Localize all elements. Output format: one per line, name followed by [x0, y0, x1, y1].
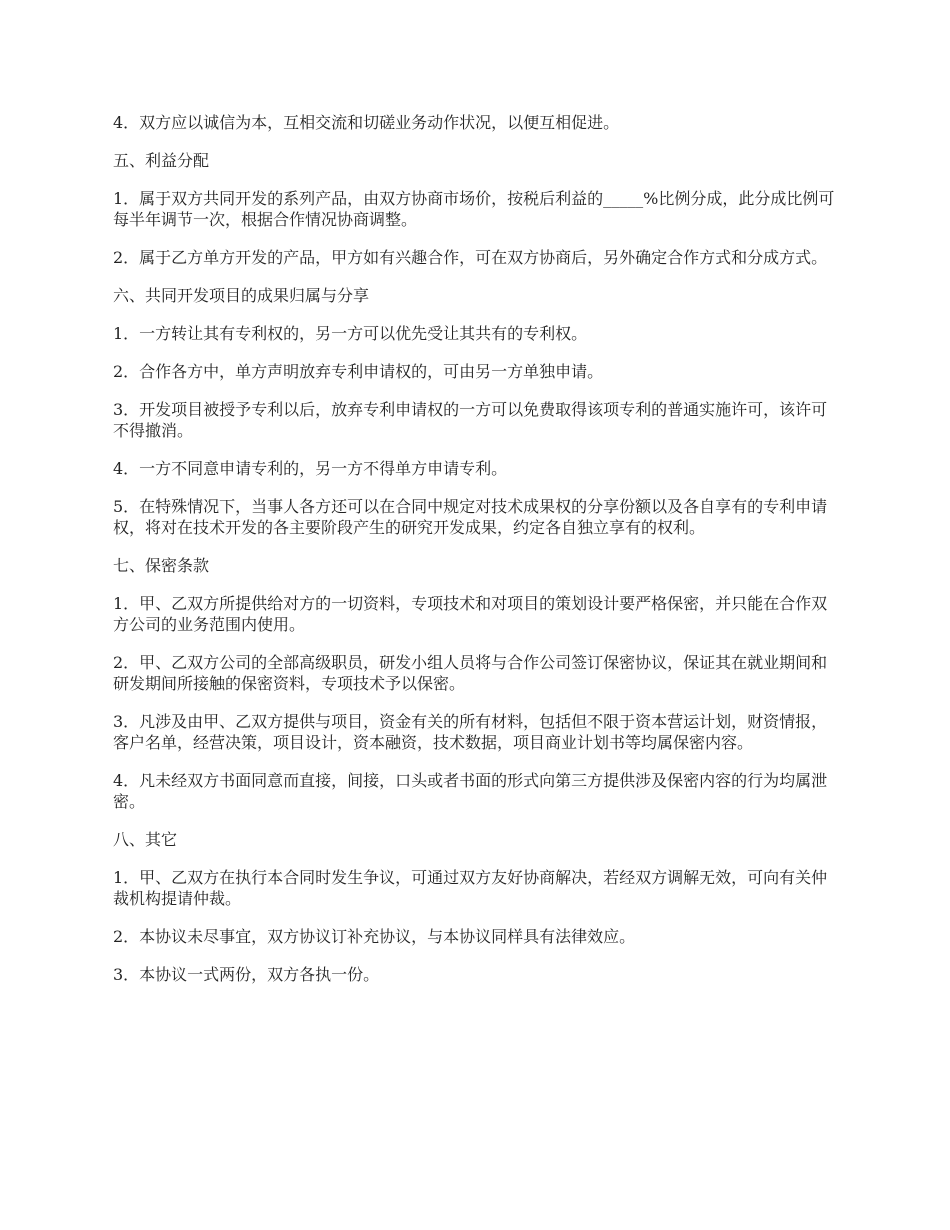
clause-7-4: 4．凡未经双方书面同意而直接，间接，口头或者书面的形式向第三方提供涉及保密内容的行为均属泄密。 [113, 771, 828, 811]
clause-5-1: 1．属于双方共同开发的系列产品，由双方协商市场价，按税后利益的_____%比例分成，此分成比例可每半年调节一次，根据合作情况协商调整。 [113, 189, 835, 229]
section-6-heading: 六、共同开发项目的成果归属与分享 [113, 286, 370, 305]
clause-7-2: 2．甲、乙双方公司的全部高级职员，研发小组人员将与合作公司签订保密协议，保证其在就业期间和研发期间所接触的保密资料，专项技术予以保密。 [113, 653, 828, 693]
clause-6-3: 3．开发项目被授予专利以后，放弃专利申请权的一方可以免费取得该项专利的普通实施许可，该许可不得撤消。 [113, 400, 828, 440]
clause-5-2: 2．属于乙方单方开发的产品，甲方如有兴趣合作，可在双方协商后，另外确定合作方式和分成方式。 [113, 248, 828, 267]
clause-8-3: 3．本协议一式两份，双方各执一份。 [113, 965, 380, 984]
clause-6-1: 1．一方转让其有专利权的，另一方可以优先受让其共有的专利权。 [113, 324, 588, 343]
clause-7-3: 3．凡涉及由甲、乙双方提供与项目，资金有关的所有材料，包括但不限于资本营运计划，财资情报，客户名单，经营决策，项目设计，资本融资，技术数据，项目商业计划书等均属保密内容。 [113, 712, 828, 752]
section-8-heading: 八、其它 [113, 830, 178, 849]
clause-7-1: 1．甲、乙双方所提供给对方的一切资料，专项技术和对项目的策划设计要严格保密，并只能在合作双方公司的业务范围内使用。 [113, 594, 828, 634]
clause-6-5: 5．在特殊情况下，当事人各方还可以在合同中规定对技术成果权的分享份额以及各自享有的专利申请权，将对在技术开发的各主要阶段产生的研究开发成果，约定各自独立享有的权利。 [113, 497, 828, 537]
section-5-heading: 五、利益分配 [113, 151, 210, 170]
section-7-heading: 七、保密条款 [113, 556, 210, 575]
clause-6-2: 2．合作各方中，单方声明放弃专利申请权的，可由另一方单独申请。 [113, 362, 604, 381]
clause-8-1: 1．甲、乙双方在执行本合同时发生争议，可通过双方友好协商解决，若经双方调解无效，可向有关仲裁机构提请仲裁。 [113, 868, 828, 908]
clause-8-2: 2．本协议未尽事宜，双方协议订补充协议，与本协议同样具有法律效应。 [113, 927, 636, 946]
clause-4-integrity: 4．双方应以诚信为本，互相交流和切磋业务动作状况，以便互相促进。 [113, 113, 620, 132]
clause-6-4: 4．一方不同意申请专利的，另一方不得单方申请专利。 [113, 459, 508, 478]
document-page [113, 112, 843, 1002]
